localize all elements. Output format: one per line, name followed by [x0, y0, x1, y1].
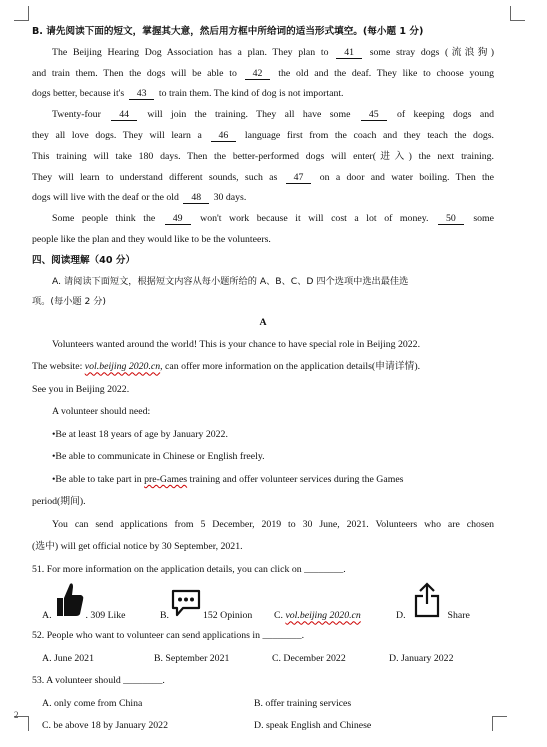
passage-line: This training will take 180 days. Then the better-performed dogs will enter(进入) the next training.	[32, 150, 494, 162]
requirement-item: •Be able to take part in pre-Games training and offer volunteer services during the Games	[52, 473, 404, 485]
blank-41[interactable]: 41	[336, 47, 362, 59]
q51-option-d[interactable]: D. Share	[396, 581, 470, 625]
passage-line: they all love dogs. They will learn a 46 language first from the coach and they teach the dogs.	[32, 129, 494, 141]
q53-option-d[interactable]: D. speak English and Chinese	[254, 720, 372, 732]
blank-44[interactable]: 44	[111, 109, 137, 121]
q51-options	[32, 581, 494, 625]
passage-line: dogs better, because it's 43 to train them. The kind of dog is not important.	[32, 88, 344, 100]
question-52: 52. People who want to volunteer can send applications in ________.	[32, 630, 305, 642]
q51-option-c[interactable]: C. vol.beijing 2020.cn	[274, 610, 361, 622]
thumbs-up-icon	[54, 580, 84, 621]
requirement-item: •Be at least 18 years of age by January 2022.	[52, 428, 228, 440]
requirement-item: •Be able to communicate in Chinese or English freely.	[52, 451, 265, 463]
blank-50[interactable]: 50	[438, 213, 464, 225]
q53-options-row2	[32, 715, 494, 738]
q51-option-b[interactable]: B. 152 Opinion	[160, 581, 252, 625]
q53-option-c[interactable]: C. be above 18 by January 2022	[42, 720, 168, 732]
section-a-instruction: A. 请阅读下面短文，根据短文内容从每小题所给的 A、B、C、D 四个选项中选出最佳选	[52, 275, 409, 287]
passage-line: and train them. Then the dogs will be able to 42 the old and the deaf. They like to choose young	[32, 67, 494, 79]
q52-option-c[interactable]: C. December 2022	[272, 652, 346, 664]
q52-option-d[interactable]: D. January 2022	[389, 652, 454, 664]
blank-47[interactable]: 47	[286, 172, 312, 184]
worksheet-body	[32, 22, 494, 738]
passage-text: Volunteers wanted around the world! This is your chance to have special role in Beijing 2022.	[52, 338, 421, 350]
q51-option-a[interactable]: A. . 309 Like	[42, 581, 126, 625]
share-icon	[414, 582, 440, 621]
passage-line: people like the plan and they would like to be the volunteers.	[32, 233, 271, 245]
blank-42[interactable]: 42	[245, 68, 271, 80]
section-a-instruction-cont: 项。(每小题 2 分)	[32, 296, 106, 308]
requirement-item-cont: period(期间).	[32, 496, 86, 508]
q52-option-b[interactable]: B. September 2021	[154, 652, 230, 664]
blank-43[interactable]: 43	[129, 88, 155, 100]
q53-option-a[interactable]: A. only come from China	[42, 697, 143, 709]
passage-text: See you in Beijing 2022.	[32, 383, 130, 395]
passage-text: You can send applications from 5 December, 2019 to 30 June, 2021. Volunteers who are chosen	[52, 518, 494, 530]
page-number: 2	[14, 710, 19, 720]
comment-icon	[171, 588, 201, 621]
passage-line: Twenty-four 44 will join the training. They all have some 45 of keeping dogs and	[52, 109, 494, 121]
blank-48[interactable]: 48	[183, 192, 209, 204]
passage-line: The Beijing Hearing Dog Association has a plan. They plan to 41 some stray dogs (流浪狗)	[52, 46, 494, 58]
section-b-instruction: B. 请先阅读下面的短文，掌握其大意，然后用方框中所给词的适当形式填空。(每小题 1 分)	[32, 26, 424, 37]
question-53: 53. A volunteer should ________.	[32, 675, 165, 687]
q53-options-row1	[32, 693, 494, 716]
blank-45[interactable]: 45	[361, 109, 387, 121]
crop-mark-top-left	[14, 6, 29, 21]
blank-49[interactable]: 49	[165, 213, 191, 225]
passage-line: They will learn to understand different sounds, such as 47 on a door and water boiling. Then the	[32, 171, 494, 183]
section-heading: 四、阅读理解（40 分）	[32, 254, 136, 266]
passage-label: A	[259, 317, 267, 329]
question-51: 51. For more information on the application details, you can click on ________.	[32, 563, 346, 575]
pre-games-text: pre-Games	[144, 473, 188, 485]
passage-line: Some people think the 49 won't work because it will cost a lot of money. 50 some	[52, 213, 494, 225]
q52-options	[32, 648, 494, 671]
q52-option-a[interactable]: A. June 2021	[42, 652, 94, 664]
q53-option-b[interactable]: B. offer training services	[254, 697, 352, 709]
passage-text: A volunteer should need:	[52, 406, 151, 418]
crop-mark-bottom-right	[492, 716, 507, 731]
passage-text: (选中) will get official notice by 30 September, 2021.	[32, 541, 243, 553]
crop-mark-top-right	[510, 6, 525, 21]
passage-text: The website: vol.beijing 2020.cn, can offer more information on the application details(申请详情).	[32, 361, 421, 373]
blank-46[interactable]: 46	[211, 130, 237, 142]
website-link[interactable]: vol.beijing 2020.cn	[84, 361, 161, 373]
passage-line: dogs will live with the deaf or the old 48 30 days.	[32, 192, 247, 204]
